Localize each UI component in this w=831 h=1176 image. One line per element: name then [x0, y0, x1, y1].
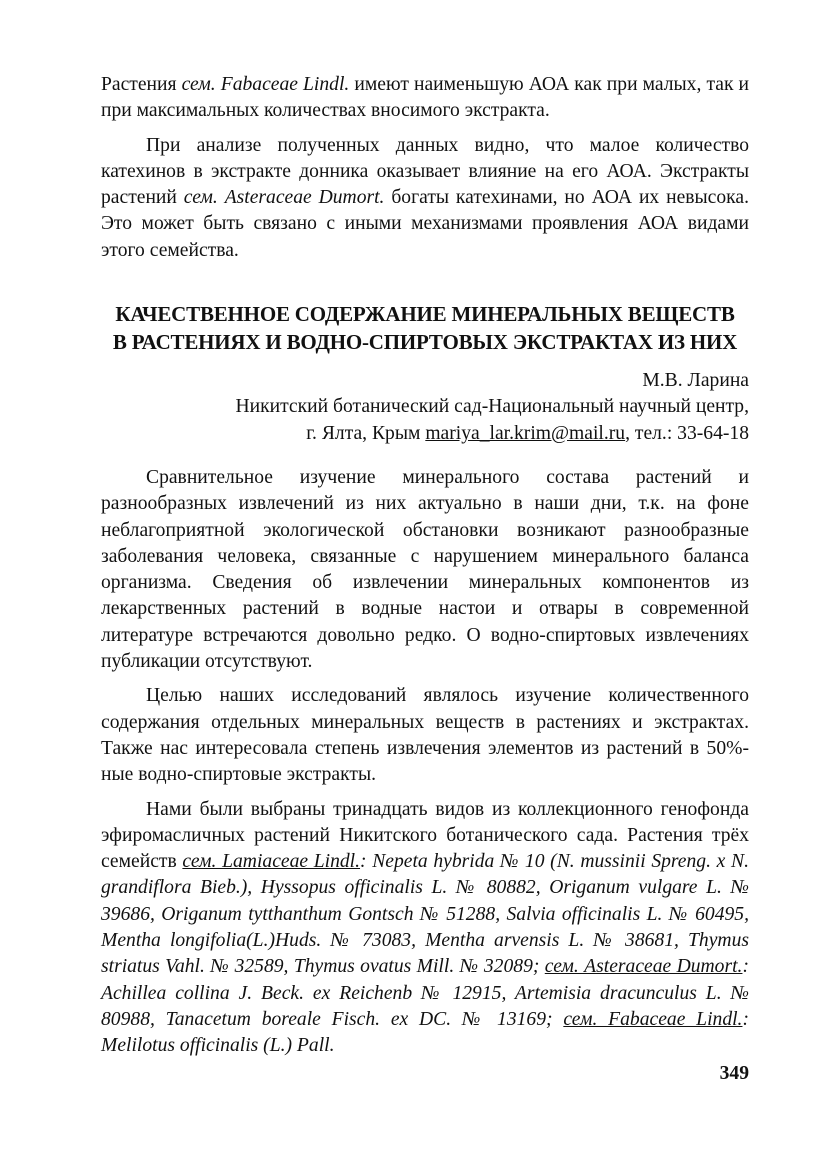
article-title	[101, 300, 749, 356]
contact-line: г. Ялта, Крым mariya_lar.krim@mail.ru, тел.: 33-64-18	[306, 422, 749, 444]
family-name: сем. Asteraceae Dumort.	[544, 956, 743, 978]
intro-paragraph-1: Растения сем. Fabaceae Lindl. имеют наименьшую АОА как при малых, так и при максимальных количествах вносимого экстракта.	[101, 74, 750, 122]
body-paragraph-3: Нами были выбраны тринадцать видов из коллекционного генофонда эфиромасличных растений Никитского ботанического сада. Растения трёх семейств сем. Lamiaceae Lindl.: Nepeta hybrida № 10 (N. mussinii Spreng. x N. grandiflora Bieb.), Hyssopus officinalis L. № 80882, Origanum vulgare L. № 39686, Origanum tytthanthum Gontsch № 51288, Salvia officinalis L. № 60495, Mentha longifolia(L.)Huds. № 73083, Mentha arvensis L. № 38681, Thymus striatus Vahl. № 32589, Thymus ovatus Mill. № 32089; сем. Asteraceae Dumort.: Achillea collina J. Beck. ex Reichenb № 12915, Artemisia dracunculus L. № 80988, Tanacetum boreale Fisch. ex DC. № 13169; сем. Fabaceae Lindl.: Melilotus officinalis (L.) Pall.	[101, 798, 749, 1057]
page-number: 349	[719, 1063, 749, 1084]
intro-paragraph-2: При анализе полученных данных видно, что малое количество катехинов в экстракте донника оказывает влияние на его АОА. Экстракты растений сем. Asteraceae Dumort. богаты катехинами, но АОА их невысока. Это может быть связано с иными механизмами проявления АОА видами этого семейства.	[101, 134, 749, 261]
species-list: : Melilotus officinalis (L.) Pall.	[101, 1008, 749, 1057]
title-line-2: В РАСТЕНИЯХ И ВОДНО-СПИРТОВЫХ ЭКСТРАКТАХ ИЗ НИХ	[112, 330, 738, 355]
author-block	[101, 368, 749, 447]
family-name: сем. Asteraceae Dumort.	[183, 187, 385, 209]
body-paragraph-2: Целью наших исследований являлось изучение количественного содержания отдельных минеральных веществ в растениях и экстрактах. Также нас интересовала степень извлечения элементов из растений в 50%-ные водно-спиртовые экстракты.	[101, 685, 749, 786]
email-link[interactable]: mariya_lar.krim@mail.ru	[425, 422, 626, 444]
page-content	[101, 72, 749, 1060]
affiliation: Никитский ботанический сад-Национальный научный центр,	[235, 396, 749, 418]
family-name: сем. Lamiaceae Lindl.	[182, 851, 361, 873]
title-line-1: КАЧЕСТВЕННОЕ СОДЕРЖАНИЕ МИНЕРАЛЬНЫХ ВЕЩЕСТВ	[115, 302, 735, 327]
family-name: сем. Fabaceae Lindl.	[563, 1008, 743, 1030]
author-name: М.В. Ларина	[642, 370, 749, 392]
species-list: : Nepeta hybrida № 10 (N. mussinii Spreng. x N. grandiflora Bieb.), Hyssopus officinalis L. № 80882, Origanum vulgare L. № 39686, Origanum tytthanthum Gontsch № 51288, Salvia officinalis L. № 60495, Mentha longifolia(L.)Huds. № 73083, Mentha arvensis L. № 38681, Thymus striatus Vahl. № 32589, Thymus ovatus Mill. № 32089;	[101, 851, 749, 978]
species-list: : Achillea collina J. Beck. ex Reichenb № 12915, Artemisia dracunculus L. № 80988, Tanacetum boreale Fisch. ex DC. № 13169;	[101, 956, 749, 1030]
family-name: сем. Fabaceae Lindl.	[181, 74, 350, 95]
body-paragraph-1: Сравнительное изучение минерального состава растений и разнообразных извлечений из них актуально в наши дни, т.к. на фоне неблагоприятной экологической обстановки возникают разнообразные заболевания человека, связанные с нарушением минерального баланса организма. Сведения об извлечении минеральных компонентов из лекарственных растений в водные настои и отвары в современной литературе встречаются довольно редко. О водно-спиртовых извлечениях публикации отсутствуют.	[101, 466, 749, 673]
